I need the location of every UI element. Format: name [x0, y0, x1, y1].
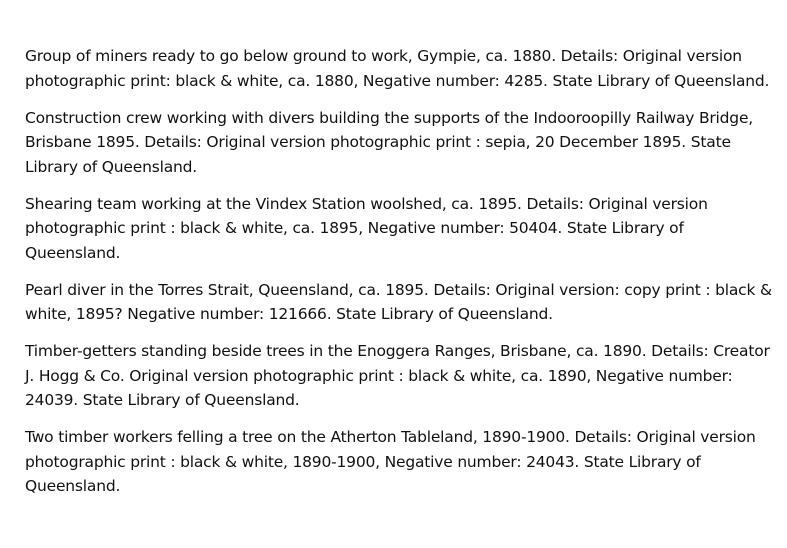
document-body	[25, 44, 781, 511]
caption-paragraph: Group of miners ready to go below ground to work, Gympie, ca. 1880. Details: Original version photographic print: black & white, ca. 1880, Negative number: 4285. State Library of Queensland.	[25, 47, 770, 90]
caption-paragraph: Construction crew working with divers building the supports of the Indooroopilly Railway Bridge, Brisbane 1895. Details: Original version photographic print : sepia, 20 December 1895. State Library of Queensland.	[25, 108, 758, 176]
caption-paragraph: Pearl diver in the Torres Strait, Queensland, ca. 1895. Details: Original version: copy print : black & white, 1895? Negative number: 121666. State Library of Queensland.	[25, 280, 777, 323]
caption-paragraph: Shearing team working at the Vindex Station woolshed, ca. 1895. Details: Original version photographic print : black & white, ca. 1895, Negative number: 50404. State Library of Queensland.	[25, 194, 713, 262]
caption-paragraph: Two timber workers felling a tree on the Atherton Tableland, 1890-1900. Details: Original version photographic print : black & white, 1890-1900, Negative number: 24043. State Library of Queensland.	[25, 428, 761, 495]
caption-paragraph: Timber-getters standing beside trees in the Enoggera Ranges, Brisbane, ca. 1890. Details: Creator J. Hogg & Co. Original version photographic print : black & white, ca. 1890, Negative number: 24039. State Library of Queensland.	[25, 342, 780, 409]
